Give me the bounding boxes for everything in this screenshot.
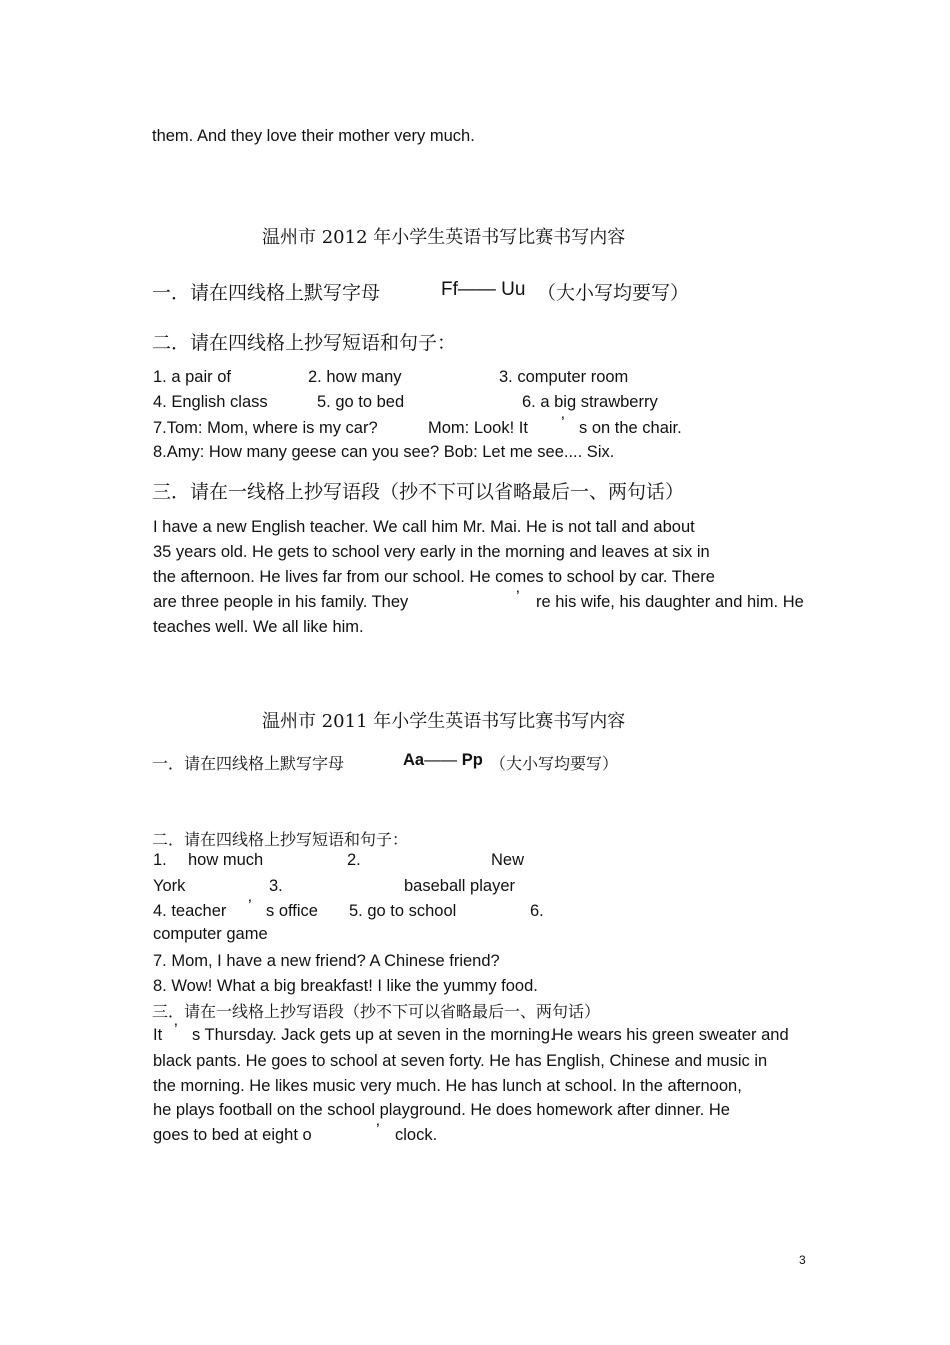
top-line: them. And they love their mother very much. [152,127,475,145]
para-2011-apos2: ’ [376,1121,380,1139]
para-2012-line4b: re his wife, his daughter and him. He [536,593,804,611]
para-2011-line1b: He wears his green sweater and [552,1026,789,1044]
item-2012-6: 6. a big strawberry [522,393,658,411]
para-2011-line4: he plays football on the school playground. He does homework after dinner. He [153,1101,730,1119]
para-2012-line3: the afternoon. He lives far from our school. He comes to school by car. There [153,568,715,586]
letter-aa: Aa [403,751,425,769]
para-2011-line5c: clock. [395,1126,438,1144]
item-2011-4-apos: ’ [248,897,252,915]
item-2011-3: 3. [269,877,283,895]
title-2012: 温州市 2012 年小学生英语书写比赛书写内容 [262,227,626,248]
para-2012-line2: 35 years old. He gets to school very early in the morning and leaves at six in [153,543,710,561]
item-2011-2-york: York [153,877,186,895]
q1-2011-prefix: 一．请在四线格上默写字母 [152,754,345,773]
q1-2011-suffix: （大小写均要写） [490,754,619,773]
s7-2012-d: s on the chair. [579,419,682,437]
item-2012-3: 3. computer room [499,368,629,386]
s8-2012: 8.Amy: How many geese can you see? Bob: Let me see.... Six. [153,443,615,461]
item-2012-1: 1. a pair of [153,368,231,386]
s7-2012-a: 7.Tom: Mom, where is my car? [153,419,378,437]
para-2011-apos1: ’ [174,1021,178,1039]
item-2011-2: 2. [347,851,361,869]
para-2011-it: It [153,1026,163,1044]
para-2012-line4a: are three people in his family. They [153,593,409,611]
s8-2011: 8. Wow! What a big breakfast! I like the yummy food. [153,977,538,995]
q1-2012-prefix: 一．请在四线格上默写字母 [152,282,381,304]
item-2011-4c: s office [266,902,318,920]
q2-2012: 二．请在四线格上抄写短语和句子： [152,332,457,354]
item-2012-2: 2. how many [308,368,402,386]
page-number: 3 [799,1253,806,1267]
title-2011: 温州市 2011 年小学生英语书写比赛书写内容 [262,711,626,732]
item-2012-5: 5. go to bed [317,393,405,411]
q3-2011: 三．请在一线格上抄写语段（抄不下可以省略最后一、两句话） [152,1002,601,1021]
item-2012-4: 4. English class [153,393,268,411]
para-2011-line1a: s Thursday. Jack gets up at seven in the morning. [192,1026,555,1044]
s7-2012-b: Mom: Look! It [428,419,528,437]
item-2011-6: 6. [530,902,544,920]
q1-2012-suffix: （大小写均要写） [537,282,690,304]
para-2011-line5a: goes to bed at eight o [153,1126,312,1144]
q1-2011-letters [403,751,483,770]
letter-pp: Pp [461,751,483,769]
para-2012-line5: teaches well. We all like him. [153,618,364,636]
item-2011-4a: 4. teacher [153,902,227,920]
para-2012-apos: ’ [516,588,520,606]
item-2011-6-text: computer game [153,925,268,943]
para-2011-line2: black pants. He goes to school at seven forty. He has English, Chinese and music in [153,1052,768,1070]
q1-2012-letters: Ff—— Uu [441,279,526,300]
item-2011-1-text: how much [188,851,264,869]
letter-dash: —— [424,751,458,769]
item-2011-5: 5. go to school [349,902,457,920]
s7-2012-apos: ’ [561,414,565,432]
s7-2011: 7. Mom, I have a new friend? A Chinese friend? [153,952,500,970]
para-2012-line1: I have a new English teacher. We call him Mr. Mai. He is not tall and about [153,518,695,536]
item-2011-2-new: New [491,851,525,869]
item-2011-3-text: baseball player [404,877,515,895]
para-2011-line3: the morning. He likes music very much. He has lunch at school. In the afternoon, [153,1077,742,1095]
q2-2011: 二．请在四线格上抄写短语和句子： [152,830,409,849]
q3-2012: 三．请在一线格上抄写语段（抄不下可以省略最后一、两句话） [152,481,685,503]
item-2011-1: 1. [153,851,167,869]
